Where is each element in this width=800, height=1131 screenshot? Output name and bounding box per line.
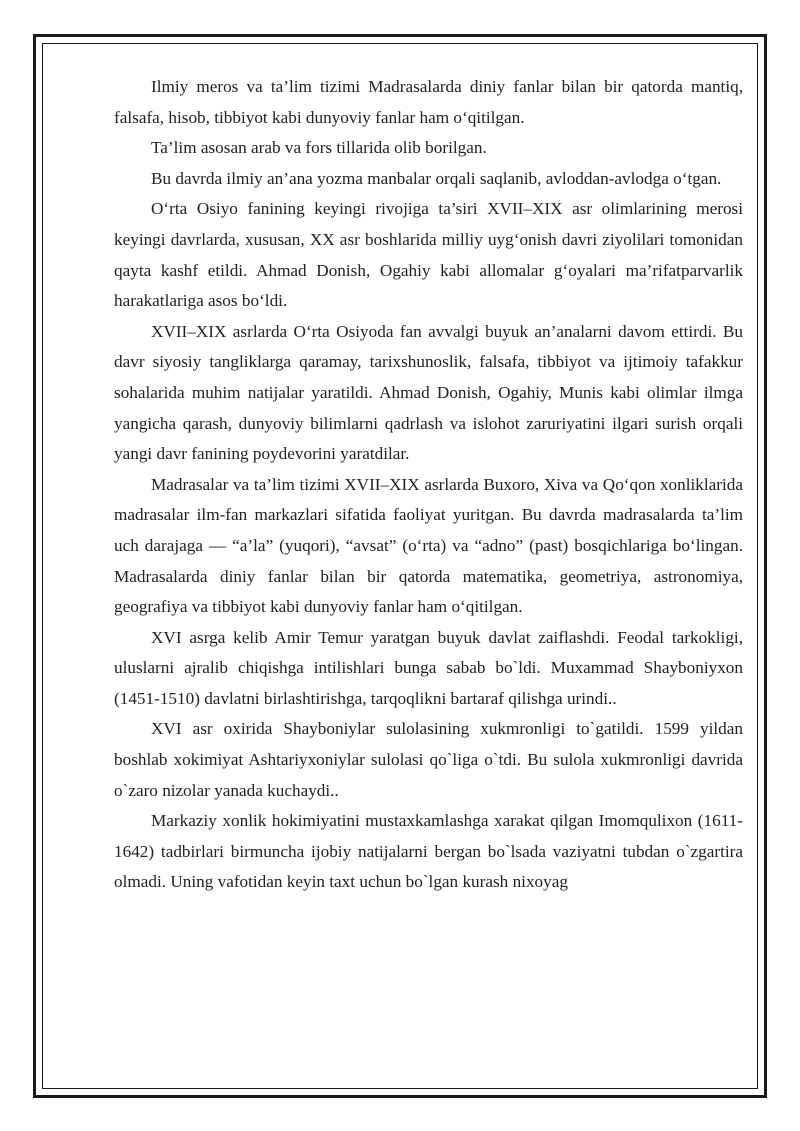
paragraph: Ta’lim asosan arab va fors tillarida olib borilgan. [151,138,487,158]
paragraph: Ilmiy meros va ta’lim tizimi Madrasalarda diniy fanlar bilan bir qatorda mantiq, falsafa, hisob, tibbiyot kabi dunyoviy fanlar ham o‘qitilgan. [114,77,743,127]
paragraph: XVI asr oxirida Shayboniylar sulolasining xukmronligi to`gatildi. 1599 yildan boshlab xokimiyat Ashtariyxoniylar sulolasi qo`liga o`tdi. Bu sulola xukmronligi davrida o`zaro nizolar yanada kuchaydi.. [114,719,743,800]
paragraph: Markaziy xonlik hokimiyatini mustaxkamlashga xarakat qilgan Imomqulixon (1611-1642) tadbirlari birmuncha ijobiy natijalarni bergan bo`lsada vaziyatni tubdan o`zgartira olmadi. Uning vafotidan keyin taxt uchun bo`lgan kurash nixoyag [114,811,743,892]
paragraph: O‘rta Osiyo fanining keyingi rivojiga ta’siri XVII–XIX asr olimlarining merosi keyingi davrlarda, xususan, XX asr boshlarida milliy uyg‘onish davri ziyolilari tomonidan qayta kashf etildi. Ahmad Donish, Ogahiy kabi allomalar g‘oyalari ma’rifatparvarlik harakatlariga asos bo‘ldi. [114,199,743,311]
paragraph: XVII–XIX asrlarda O‘rta Osiyoda fan avvalgi buyuk an’analarni davom ettirdi. Bu davr siyosiy tangliklarga qaramay, tarixshunoslik, falsafa, tibbiyot va ijtimoiy tafakkur sohalarida muhim natijalar yaratildi. Ahmad Donish, Ogahiy, Munis kabi olimlar ilmga yangicha qarash, dunyoviy bilimlarni qadrlash va islohot zaruriyatini ilgari surish orqali yangi davr fanining poydevorini yaratdilar. [114,321,743,464]
document-body [114,72,743,898]
paragraph: Madrasalar va ta’lim tizimi XVII–XIX asrlarda Buxoro, Xiva va Qo‘qon xonliklarida madrasalar ilm-fan markazlari sifatida faoliyat yuritgan. Bu davrda madrasalarda ta’lim uch darajaga — “a’la” (yuqori), “avsat” (o‘rta) va “adno” (past) bosqichlariga bo‘lingan. Madrasalarda diniy fanlar bilan bir qatorda matematika, geometriya, astronomiya, geografiya va tibbiyot kabi dunyoviy fanlar ham o‘qitilgan. [114,474,743,617]
paragraph: Bu davrda ilmiy an’ana yozma manbalar orqali saqlanib, avloddan-avlodga o‘tgan. [151,168,722,188]
paragraph: XVI asrga kelib Amir Temur yaratgan buyuk davlat zaiflashdi. Feodal tarkokligi, uluslarni ajralib chiqishga intilishlari bunga sabab bo`ldi. Muxammad Shayboniyxon (1451-1510) davlatni birlashtirishga, tarqoqlikni bartaraf qilishga urindi.. [114,627,743,708]
